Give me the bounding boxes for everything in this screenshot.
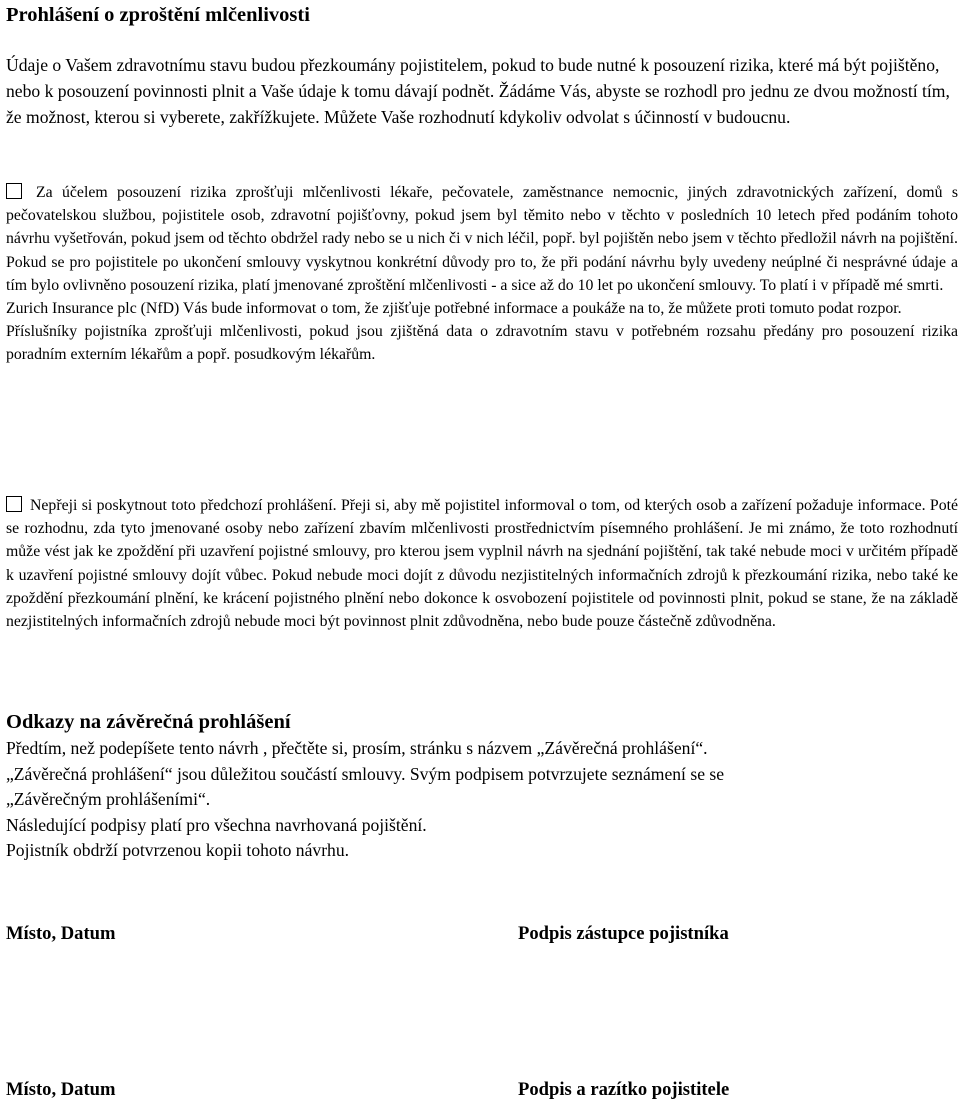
references-line: Pojistník obdrží potvrzenou kopii tohoto návrhu.	[6, 840, 350, 861]
option2-paragraph	[6, 494, 958, 633]
option1-paragraph-3: Příslušníky pojistníka zprošťuji mlčenlivosti, pokud jsou zjištěná data o zdravotním stavu v potřebném rozsahu předány pro posouzení rizika poradním externím lékařům a popř. posudkovým lékařům.	[6, 323, 958, 364]
references-line: „Závěrečným prohlášeními“.	[6, 789, 211, 810]
document-title: Prohlášení o zproštění mlčenlivosti	[6, 4, 310, 26]
references-body	[6, 736, 958, 864]
intro-paragraph: Údaje o Vašem zdravotnímu stavu budou přezkoumány pojistitelem, pokud to bude nutné k posouzení rizika, které má být pojištěno, nebo k posouzení povinnosti plnit a Vaše údaje k tomu dávají podnět. Žádáme Vás, abyste se rozhodl pro jednu ze dvou možností tím, že možnost, kterou si vyberete, zakřížkujete. Můžete Vaše rozhodnutí kdykoliv odvolat s účinností v budoucnu.	[6, 55, 950, 128]
signature-label-insurer: Podpis a razítko pojistitele	[518, 1079, 730, 1100]
references-line: „Závěrečná prohlášení“ jsou důležitou součástí smlouvy. Svým podpisem potvrzujete seznámení se se	[6, 763, 725, 784]
consent-option-2	[6, 494, 958, 633]
option2-text: Nepřeji si poskytnout toto předchozí prohlášení. Přeji si, aby mě pojistitel informoval o tom, od kterých osob a zařízení požaduje informace. Poté se rozhodnu, zda tyto jmenované osoby nebo zařízení zbavím mlčenlivosti prostřednictvím písemného prohlášení. Je mi známo, že toto rozhodnutí může vést jak ke zpoždění při uzavření pojistné smlouvy, pro kterou jsem vyplnil návrh na sjednání pojištění, tak také nebude moci v určitém případě k uzavření pojistné smlouvy dojít vůbec. Pokud nebude moci dojít z důvodu nezjistitelných informačních zdrojů k přezkoumání rizika, nebo také ke zpoždění přezkoumání plnění, ke krácení pojistného plnění nebo dokonce k osvobození pojistitele od povinnosti plnit, pokud se stane, že na základě nezjistitelných informačních zdrojů nebude moci být povinnost plnit zdůvodněna, nebo bude pouze částečně zdůvodněna.	[6, 497, 958, 631]
references-line: Následující podpisy platí pro všechna navrhovaná pojištění.	[6, 814, 427, 835]
option1-paragraph-2: Zurich Insurance plc (NfD) Vás bude informovat o tom, že zjišťuje potřebné informace a poukáže na to, že můžete proti tomuto podat rozpor.	[6, 300, 902, 318]
consent-option-1	[6, 181, 958, 367]
signature-label-agent: Podpis zástupce pojistníka	[518, 923, 729, 944]
references-line: Předtím, než podepíšete tento návrh , přečtěte si, prosím, stránku s názvem „Závěrečná prohlášení“.	[6, 738, 708, 758]
references-heading: Odkazy na závěrečná prohlášení	[6, 711, 291, 733]
option2-checkbox[interactable]	[6, 496, 22, 512]
option1-paragraph-1	[6, 181, 958, 297]
signature-label-place-date: Místo, Datum	[6, 923, 116, 944]
option1-checkbox[interactable]	[6, 183, 22, 199]
option1-text-1: Za účelem posouzení rizika zprošťuji mlčenlivosti lékaře, pečovatele, zaměstnance nemocnic, jiných zdravotnických zařízení, domů s pečovatelskou službou, pojistitele osob, zdravotní pojišťovny, pokud jsem byl těmito nebo v těchto v posledních 10 letech před podáním tohoto návrhu vyšetřován, pokud jsem od těchto obdržel rady nebo se u nich či v nich léčil, popř. byl pojištěn nebo jsem v těchto předložil návrh na pojištění. Pokud se pro pojistitele po ukončení smlouvy vyskytnou konkrétní důvody pro to, že při podání návrhu byly uvedeny neúplné či nesprávné údaje a tím bylo ovlivněno posouzení rizika, platí jmenované zproštění mlčenlivosti - a sice až do 10 let po ukončení smlouvy. To platí i v případě mé smrti.	[6, 184, 958, 294]
signature-label-place-date-2: Místo, Datum	[6, 1079, 116, 1100]
